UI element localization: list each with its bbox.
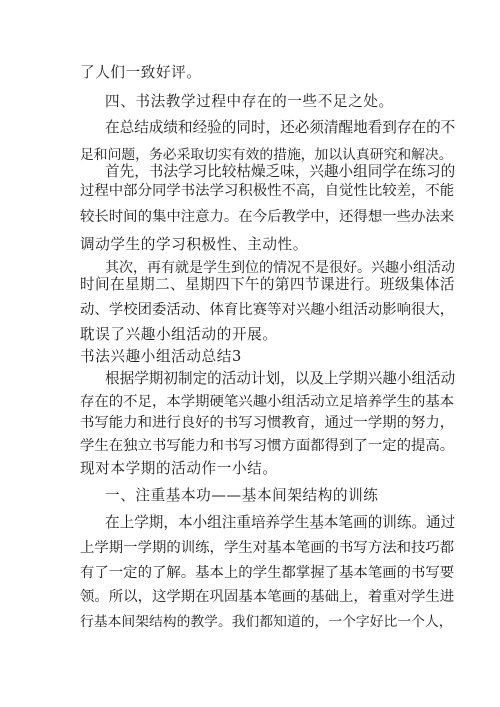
text-line: 动、学校团委活动、体育比赛等对兴趣小组活动影响很大， xyxy=(80,302,455,318)
text-line: 耽误了兴趣小组活动的开展。 xyxy=(80,326,278,343)
text-line: 存在的不足，本学期硬笔兴趣小组活动立足培养学生的基本 xyxy=(80,394,455,410)
text-line: 了人们一致好评。 xyxy=(80,64,202,81)
text-line: 领。所以，这学期在巩固基本笔画的基础上，着重对学生进 xyxy=(80,589,455,605)
text-line: 其次，再有就是学生到位的情况不是很好。兴趣小组活动 xyxy=(105,260,455,276)
text-line: 足和问题，务必采取切实有效的措施，加以认真研究和解决。 xyxy=(80,147,453,163)
text-line: 上学期一学期的训练，学生对基本笔画的书写方法和技巧都 xyxy=(80,540,455,556)
text-line: 根据学期初制定的活动计划，以及上学期兴趣小组活动 xyxy=(105,370,456,387)
text-line: 调动学生的学习积极性、主动性。 xyxy=(80,236,308,253)
text-line: 在总结成绩和经验的同时，还必须清醒地看到存在的不 xyxy=(105,119,456,136)
text-line: 首先，书法学习比较枯燥乏味，兴趣小组同学在练习的 xyxy=(105,163,456,180)
text-line: 时间在星期二、星期四下午的第四节课进行。班级集体活 xyxy=(80,276,455,293)
text-line: 行基本间架结构的教学。我们都知道的，一个字好比一个人， xyxy=(80,614,453,630)
text-line: 有了一定的了解。基本上的学生都掌握了基本笔画的书写要 xyxy=(80,565,455,581)
text-line: 在上学期，本小组注重培养学生基本笔画的训练。通过 xyxy=(105,514,456,531)
text-line: 过程中部分同学书法学习积极性不高，自觉性比较差，不能 xyxy=(80,183,455,199)
section-heading: 一、注重基本功——基本间架结构的训练 xyxy=(105,487,379,504)
section-title: 书法兴趣小组活动总结3 xyxy=(80,348,242,365)
text-line: 较长时间的集中注意力。在今后教学中，还得想一些办法来 xyxy=(80,209,455,225)
text-line: 学生在独立书写能力和书写习惯方面都得到了一定的提高。 xyxy=(80,438,455,454)
text-line: 现对本学期的活动作一小结。 xyxy=(80,460,278,477)
section-heading: 四、书法教学过程中存在的一些不足之处。 xyxy=(105,93,394,110)
text-line: 书写能力和进行良好的书写习惯教育，通过一学期的努力， xyxy=(80,415,455,431)
